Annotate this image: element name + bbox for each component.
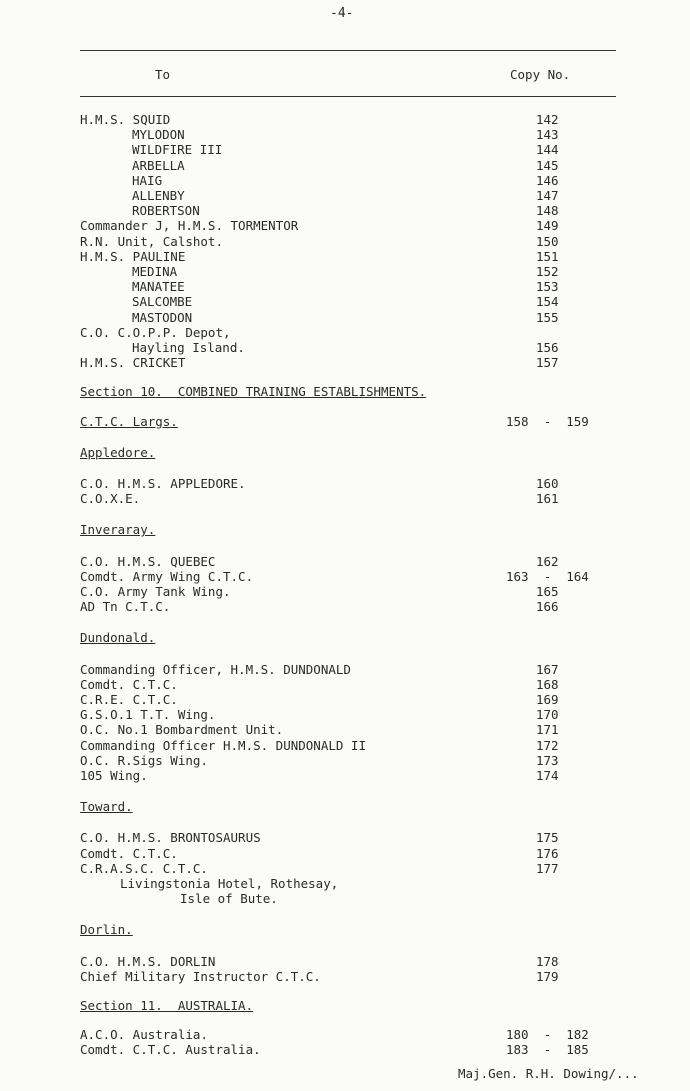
recipient-name: C.O. C.O.P.P. Depot, — [80, 325, 231, 340]
distribution-row — [80, 112, 600, 127]
distribution-row — [80, 127, 600, 142]
distribution-row — [80, 830, 600, 845]
copy-number: 148 — [536, 203, 559, 218]
recipient-name: Hayling Island. — [132, 340, 245, 355]
recipient-name: WILDFIRE III — [132, 142, 223, 157]
recipient-name: Chief Military Instructor C.T.C. — [80, 969, 321, 984]
recipient-name: Livingstonia Hotel, Rothesay, — [120, 876, 339, 891]
recipient-name: Comdt. C.T.C. — [80, 677, 178, 692]
distribution-row — [80, 249, 600, 264]
distribution-row — [80, 218, 600, 233]
recipient-name: HAIG — [132, 173, 163, 188]
copy-number: 145 — [536, 158, 559, 173]
distribution-row — [80, 969, 600, 984]
recipient-name: 105 Wing. — [80, 768, 148, 783]
copy-number: 157 — [536, 355, 559, 370]
recipient-name: G.S.O.1 T.T. Wing. — [80, 707, 216, 722]
recipient-name: C.O. H.M.S. BRONTOSAURUS — [80, 830, 261, 845]
recipient-name: SALCOMBE — [132, 294, 193, 309]
copy-number: 154 — [536, 294, 559, 309]
copy-number: 183 - 185 — [506, 1042, 589, 1057]
copy-number: 173 — [536, 753, 559, 768]
copy-number: 143 — [536, 127, 559, 142]
distribution-row — [80, 722, 600, 737]
distribution-row — [80, 662, 600, 677]
copy-number: 161 — [536, 491, 559, 506]
copy-number: 146 — [536, 173, 559, 188]
recipient-name: C.R.E. C.T.C. — [80, 692, 178, 707]
copy-number: 155 — [536, 310, 559, 325]
section-title: Inveraray. — [80, 522, 156, 537]
copy-number: 153 — [536, 279, 559, 294]
copy-number: 156 — [536, 340, 559, 355]
recipient-name: Comdt. Army Wing C.T.C. — [80, 569, 254, 584]
distribution-row — [80, 846, 600, 861]
distribution-row — [80, 876, 600, 891]
copy-number: 149 — [536, 218, 559, 233]
copy-number: 180 - 182 — [506, 1027, 589, 1042]
recipient-name: Comdt. C.T.C. — [80, 846, 178, 861]
distribution-row — [80, 325, 600, 340]
recipient-name: A.C.O. Australia. — [80, 1027, 208, 1042]
section-title: C.T.C. Largs. — [80, 414, 178, 429]
distribution-row — [80, 188, 600, 203]
copy-number: 178 — [536, 954, 559, 969]
recipient-name: MANATEE — [132, 279, 185, 294]
section-title: Toward. — [80, 799, 133, 814]
distribution-row — [80, 954, 600, 969]
header-rule — [80, 96, 616, 97]
distribution-row — [80, 768, 600, 783]
distribution-row — [80, 476, 600, 491]
copy-number: 160 — [536, 476, 559, 491]
distribution-row — [80, 692, 600, 707]
section-title: Appledore. — [80, 445, 156, 460]
copy-number: 170 — [536, 707, 559, 722]
recipient-name: ALLENBY — [132, 188, 185, 203]
recipient-name: H.M.S. CRICKET — [80, 355, 186, 370]
section-heading — [80, 922, 600, 937]
section-heading — [80, 998, 600, 1013]
recipient-name: R.N. Unit, Calshot. — [80, 234, 223, 249]
distribution-row — [80, 355, 600, 370]
copy-number: 144 — [536, 142, 559, 157]
recipient-name: ARBELLA — [132, 158, 185, 173]
recipient-name: Commanding Officer, H.M.S. DUNDONALD — [80, 662, 351, 677]
distribution-row — [80, 158, 600, 173]
recipient-name: C.O. Army Tank Wing. — [80, 584, 231, 599]
copy-number: 142 — [536, 112, 559, 127]
distribution-row — [80, 142, 600, 157]
distribution-row — [80, 753, 600, 768]
recipient-name: MEDINA — [132, 264, 178, 279]
distribution-row — [80, 584, 600, 599]
copy-number: 168 — [536, 677, 559, 692]
recipient-name: H.M.S. SQUID — [80, 112, 171, 127]
copy-number: 167 — [536, 662, 559, 677]
section-heading — [80, 445, 600, 460]
section-title: Section 11. AUSTRALIA. — [80, 998, 254, 1013]
section-heading — [80, 799, 600, 814]
recipient-name: O.C. No.1 Bombardment Unit. — [80, 722, 284, 737]
recipient-name: C.R.A.S.C. C.T.C. — [80, 861, 208, 876]
recipient-name: MASTODON — [132, 310, 193, 325]
recipient-name: C.O. H.M.S. DORLIN — [80, 954, 216, 969]
recipient-name: MYLODON — [132, 127, 185, 142]
distribution-row — [80, 340, 600, 355]
section-title: Dorlin. — [80, 922, 133, 937]
distribution-row — [80, 1027, 600, 1042]
distribution-row — [80, 264, 600, 279]
recipient-name: O.C. R.Sigs Wing. — [80, 753, 208, 768]
distribution-row — [80, 677, 600, 692]
recipient-name: C.O. H.M.S. APPLEDORE. — [80, 476, 246, 491]
copy-number: 166 — [536, 599, 559, 614]
distribution-row — [80, 1042, 600, 1057]
section-heading — [80, 522, 600, 537]
copy-number: 172 — [536, 738, 559, 753]
distribution-row — [80, 554, 600, 569]
distribution-row — [80, 310, 600, 325]
copy-number: 177 — [536, 861, 559, 876]
distribution-row — [80, 861, 600, 876]
recipient-name: ROBERTSON — [132, 203, 200, 218]
section-heading — [80, 384, 600, 399]
distribution-row — [80, 203, 600, 218]
top-rule — [80, 50, 616, 51]
distribution-row — [80, 738, 600, 753]
copy-number: 176 — [536, 846, 559, 861]
section-title: Dundonald. — [80, 630, 156, 645]
copy-no-column-header: Copy No. — [510, 67, 571, 82]
copy-number: 147 — [536, 188, 559, 203]
distribution-row — [80, 891, 600, 906]
distribution-row — [80, 279, 600, 294]
page-number: -4- — [330, 6, 354, 21]
copy-number: 175 — [536, 830, 559, 845]
continuation-footer: Maj.Gen. R.H. Dowing/... — [458, 1066, 639, 1081]
copy-number: 151 — [536, 249, 559, 264]
distribution-row — [80, 294, 600, 309]
copy-number: 158 - 159 — [506, 414, 589, 429]
copy-number: 171 — [536, 722, 559, 737]
section-heading — [80, 630, 600, 645]
section-title: Section 10. COMBINED TRAINING ESTABLISHMENTS. — [80, 384, 427, 399]
recipient-name: H.M.S. PAULINE — [80, 249, 186, 264]
distribution-row — [80, 707, 600, 722]
distribution-row — [80, 491, 600, 506]
section-heading — [80, 414, 600, 429]
copy-number: 150 — [536, 234, 559, 249]
copy-number: 179 — [536, 969, 559, 984]
copy-number: 163 - 164 — [506, 569, 589, 584]
recipient-name: Commanding Officer H.M.S. DUNDONALD II — [80, 738, 366, 753]
copy-number: 169 — [536, 692, 559, 707]
recipient-name: Isle of Bute. — [180, 891, 278, 906]
copy-number: 165 — [536, 584, 559, 599]
recipient-name: Comdt. C.T.C. Australia. — [80, 1042, 261, 1057]
copy-number: 162 — [536, 554, 559, 569]
to-column-header: To — [155, 67, 171, 82]
distribution-row — [80, 173, 600, 188]
distribution-row — [80, 569, 600, 584]
distribution-row — [80, 234, 600, 249]
distribution-row — [80, 599, 600, 614]
copy-number: 174 — [536, 768, 559, 783]
recipient-name: C.O. H.M.S. QUEBEC — [80, 554, 216, 569]
recipient-name: C.O.X.E. — [80, 491, 141, 506]
recipient-name: AD Tn C.T.C. — [80, 599, 171, 614]
recipient-name: Commander J, H.M.S. TORMENTOR — [80, 218, 299, 233]
copy-number: 152 — [536, 264, 559, 279]
